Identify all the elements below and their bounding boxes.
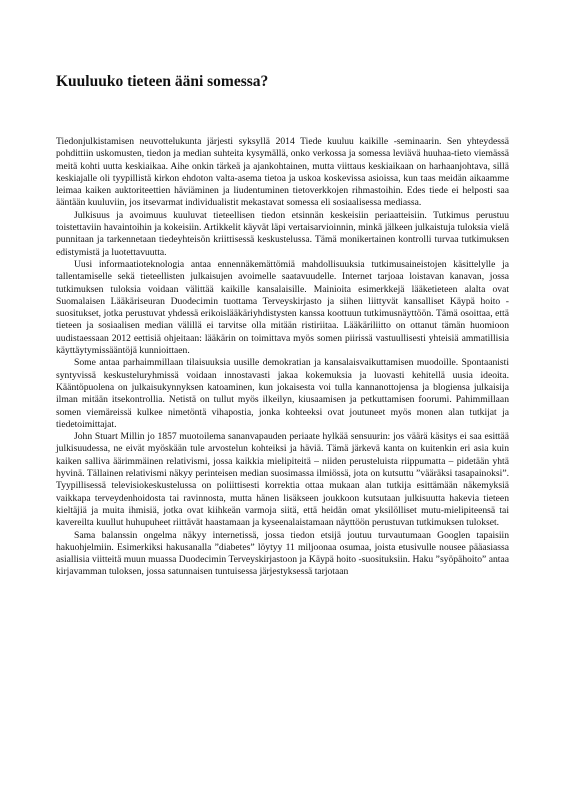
paragraph-1: Tiedonjulkistamisen neuvottelukunta järjesti syksyllä 2014 Tiede kuuluu kaikille -seminaarin. Sen yhteydessä pohdittiin uskomusten, tiedon ja median suhteita kysymällä, onko verkossa ja somessa leviävä huuhaa-tieto viemässä meitä kohti uutta keskiaikaa. Aihe onkin tärkeä ja ajankohtainen, mutta viittaus keskiaikaan on harhaanjohtava, sillä keskiajalle oli tyypillistä kirkon ehdoton valta-asema tietoa ja uskoa koskevissa asioissa, kun taas meidän aikaamme leimaa kaiken auktoriteettien häviäminen ja liudentuminen tietoverkkojen rihmastoihin. Edes tiede ei helposti saa ääntään kuuluviin, jos itsevarmat individualistit mekastavat somessa eli sosiaalisessa mediassa.: [56, 136, 509, 209]
paragraph-3: Uusi informaatioteknologia antaa ennennäkemättömiä mahdollisuuksia tutkimusaineistojen käsittelylle ja tallentamiselle sekä tieteellisten julkaisujen avoimelle saatavuudelle. Internet tarjoaa loistavan kanavan, jossa tutkimuksen tuloksia voidaan välittää kaikille kansalaisille. Mainioita esimerkkejä lääketieteen alalta ovat Suomalaisen Lääkäriseuran Duodecimin tuottama Terveyskirjasto ja siihen liittyvät kansalliset Käypä hoito -suositukset, jotka perustuvat yhdessä erikoislääkäriyhdistysten kanssa koottuun tutkimusnäyttöön. Tämä osoittaa, että tieteen ja sosiaalisen median välillä ei tarvitse olla mitään ristiriitaa. Lääkäriliitto on ottanut tämän huomioon uudistaessaan 2012 eettisiä ohjeitaan: lääkärin on toimittava myös somen piirissä vastuullisesti yhteisiä ammatillisia käyttäytymissääntöjä kunnioittaen.: [56, 258, 509, 357]
paragraph-2: Julkisuus ja avoimuus kuuluvat tieteellisen tiedon etsinnän keskeisiin periaatteisiin. Tutkimus perustuu toistettaviin havaintoihin ja kokeisiin. Artikkelit käyvät läpi vertaisarvioinnin, minkä jälkeen julkaistuja tuloksia vielä punnitaan ja tarkennetaan tiedeyhteisön kriittisessä keskustelussa. Tämä monikertainen kontrolli turvaa tutkimuksen edistymistä ja luotettavuutta.: [56, 209, 509, 258]
paragraph-4: Some antaa parhaimmillaan tilaisuuksia uusille demokratian ja kansalaisvaikuttamisen muodoille. Spontaanisti syntyvissä keskusteluryhmissä voidaan innostavasti jakaa kokemuksia ja luovasti kehitellä uusia ideoita. Kääntöpuolena on julkaisukynnyksen katoaminen, kun jokaisesta voi tulla kannanottojensa ja blogiensa julkaisija ilman mitään itsekontrollia. Netistä on tullut myös ilkeilyn, kiusaamisen ja petkuttamisen foorumi. Pahimmillaan somen viemäreissä kulkee nimetöntä vihapostia, jonka kohteeksi ovat joutuneet myös monen alan tutkijat ja tiedetoimittajat.: [56, 357, 509, 430]
document-body: [56, 136, 509, 579]
document-title: Kuuluuko tieteen ääni somessa?: [56, 73, 269, 90]
paragraph-5: John Stuart Millin jo 1857 muotoilema sananvapauden periaate hylkää sensuurin: jos väärä käsitys ei saa esittää julkisuudessa, ne eivät myöskään tule arvostelun kohteiksi ja häviä. Tämä järkevä kanta on kuitenkin eri asia kuin kaiken salliva äärimmäinen relativismi, jossa kaikkia mielipiteitä – niiden perusteluista riippumatta – pidetään yhtä hyvinä. Tällainen relativismi näkyy perinteisen median suosimassa ilmiössä, jota on kutsuttu ”vääräksi tasapainoksi”. Tyypillisessä televisiokeskustelussa on poliittisesti korrektia ottaa mukaan alan tutkija esittämään näkemyksiä vaikkapa terveydenhoidosta tai ravinnosta, mutta hänen lisäkseen joukkoon kutsutaan julkisuutta hakevia tieteen kieltäjiä ja muita ihmisiä, jotka ovat kiihkeän varmoja siitä, että heidän omat yksilölliset mutu-mielipiteensä tai kavereilta kuullut huhupuheet riittävät haastamaan ja kyseenalaistamaan näyttöön perustuvan tutkimuksen tulokset.: [56, 431, 509, 529]
paragraph-6: Sama balanssin ongelma näkyy internetissä, jossa tiedon etsijä joutuu turvautumaan Googlen tapaisiin hakuohjelmiin. Esimerkiksi hakusanalla ”diabetes” löytyy 11 miljoonaa osumaa, joista etusivulle nousee pääasiassa asiallisia viitteitä muun muassa Duodecimin Terveyskirjastoon ja Käypä hoito -suosituksiin. Haku ”syöpähoito” antaa kirjavamman tuloksen, jossa satunnaisen tuntuisessa järjestyksessä tarjotaan: [56, 529, 509, 578]
